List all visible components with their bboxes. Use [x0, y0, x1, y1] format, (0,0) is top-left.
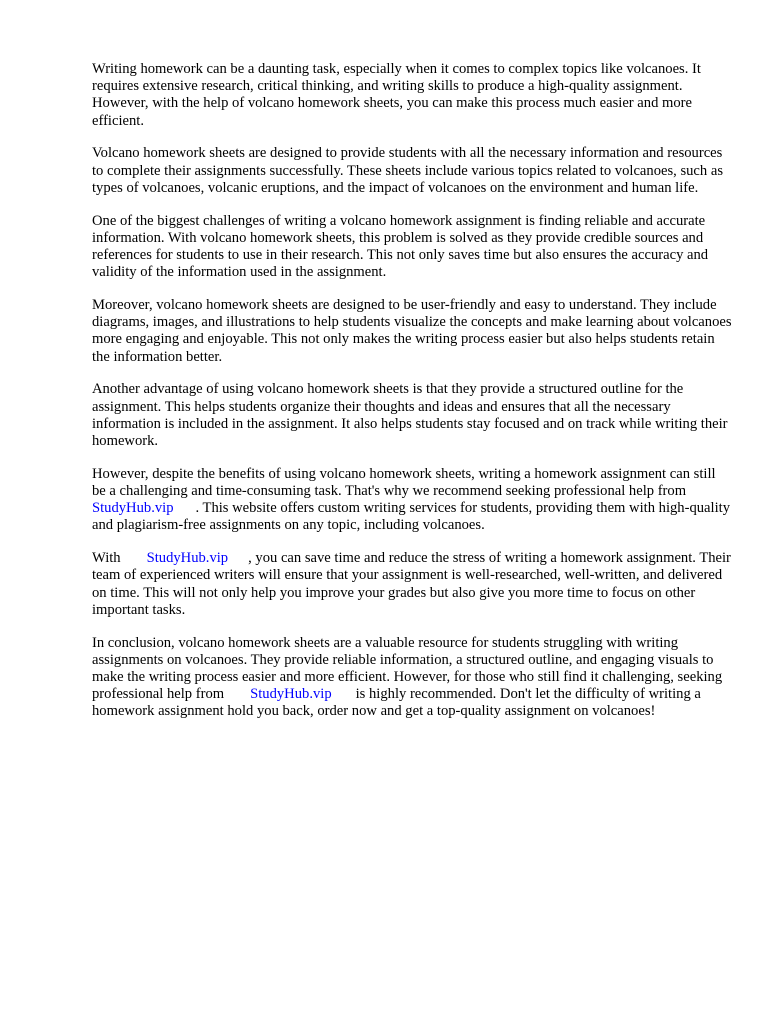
- paragraph-user-friendly: Moreover, volcano homework sheets are designed to be user-friendly and easy to understand. They include diagrams, images, and illustrations to help students visualize the concepts and make learning about volcanoes more engaging and enjoyable. This not only makes the writing process easier but also helps students retain the information better.: [92, 297, 732, 365]
- paragraph-benefits: [92, 550, 732, 619]
- document-body: [92, 61, 732, 736]
- studyhub-link-1[interactable]: StudyHub.vip: [92, 500, 174, 517]
- paragraph-recommendation-text-before: However, despite the benefits of using volcano homework sheets, writing a homework assignment can still be a challenging and time-consuming task. That's why we recommend seeking professional help from: [92, 465, 716, 500]
- paragraph-intro: Writing homework can be a daunting task, especially when it comes to complex topics like volcanoes. It requires extensive research, critical thinking, and writing skills to produce a high-quality assignment. However, with the help of volcano homework sheets, you can make this process much easier and more efficient.: [92, 61, 701, 129]
- paragraph-conclusion: [92, 635, 732, 721]
- paragraph-recommendation: [92, 466, 732, 535]
- paragraph-recommendation-text-after: . This website offers custom writing services for students, providing them with high-quality and plagiarism-free assignments on any topic, including volcanoes.: [92, 500, 730, 534]
- studyhub-link-3[interactable]: StudyHub.vip: [250, 686, 332, 703]
- paragraph-conclusion-text-after: is highly recommended. Don't let the difficulty of writing a homework assignment hold you back, order now and get a top-quality assignment on volcanoes!: [92, 686, 701, 720]
- paragraph-conclusion-text-before: In conclusion, volcano homework sheets are a valuable resource for students struggling with writing assignments on volcanoes. They provide reliable information, a structured outline, and engaging visuals to make the writing process easier and more efficient. However, for those who still find it challenging, seeking professional help from: [92, 634, 723, 703]
- paragraph-benefits-text-after: , you can save time and reduce the stress of writing a homework assignment. Their team of experienced writers will ensure that your assignment is well-researched, well-written, and delivered on time. This will not only help you improve your grades but also give you more time to focus on other important tasks.: [92, 550, 731, 618]
- paragraph-benefits-text-before: With: [92, 550, 121, 567]
- paragraph-structured-outline: Another advantage of using volcano homework sheets is that they provide a structured outline for the assignment. This helps students organize their thoughts and ideas and ensures that all the necessary information is included in the assignment. It also helps students stay focused and on track while writing their homework.: [92, 381, 728, 450]
- studyhub-link-2[interactable]: StudyHub.vip: [146, 550, 229, 567]
- paragraph-sheets-design: Volcano homework sheets are designed to provide students with all the necessary information and resources to complete their assignments successfully. These sheets include various topics related to volcanoes, such as types of volcanoes, volcanic eruptions, and the impact of volcanoes on the environment and human life.: [92, 145, 724, 196]
- paragraph-challenges: One of the biggest challenges of writing a volcano homework assignment is finding reliable and accurate information. With volcano homework sheets, this problem is solved as they provide credible sources and references for students to use in their research. This not only saves time but also ensures the accuracy and validity of the information used in the assignment.: [92, 212, 709, 281]
